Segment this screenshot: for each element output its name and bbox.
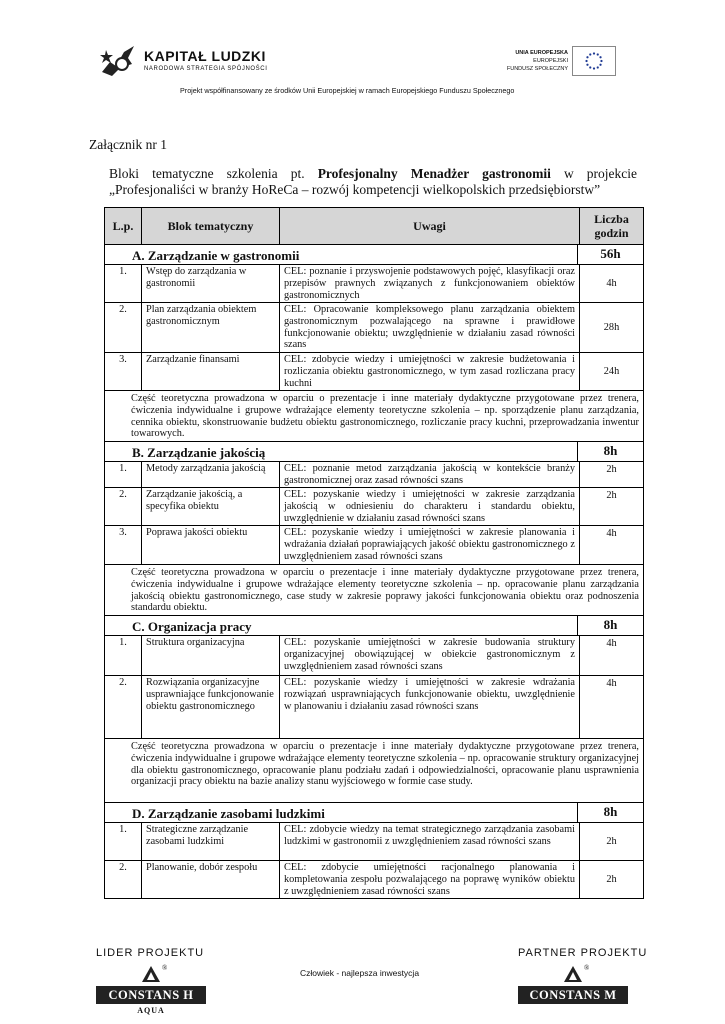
row-hours: 4h	[606, 277, 617, 289]
header-block: Blok tematyczny	[142, 208, 280, 244]
leader-label: LIDER PROJEKTU	[96, 947, 205, 959]
row-hours: 24h	[603, 365, 620, 377]
table-header-row	[104, 207, 644, 245]
row-number: 1.	[105, 823, 142, 860]
row-hours: 2h	[606, 835, 617, 847]
registered-mark: ®	[584, 964, 590, 972]
row-block-name: Wstęp do zarządzania w gastronomii	[142, 265, 280, 302]
row-block-name: Metody zarządzania jakością	[142, 462, 280, 487]
row-block-name: Zarządzanie jakością, a specyfika obiektu	[142, 488, 280, 525]
header-notes: Uwagi	[280, 208, 580, 244]
row-block-name: Strategiczne zarządzanie zasobami ludzkimi	[142, 823, 280, 860]
row-number: 2.	[105, 676, 142, 738]
row-block-name: Struktura organizacyjna	[142, 636, 280, 675]
project-note: Projekt współfinansowany ze środków Unii Europejskiej w ramach Europejskiego Funduszu Społecznego	[180, 86, 515, 95]
table-row	[104, 676, 644, 739]
table-row	[104, 265, 644, 303]
row-hours: 2h	[606, 464, 617, 475]
registered-mark: ®	[162, 964, 168, 972]
row-number: 1.	[105, 462, 142, 487]
row-block-name: Plan zarządzania obiektem gastronomicznym	[142, 303, 280, 352]
table-row	[104, 526, 644, 565]
row-number: 3.	[105, 353, 142, 390]
section-row-d	[104, 803, 644, 823]
table-row	[104, 303, 644, 353]
section-hours: 8h	[603, 804, 618, 819]
leader-logo	[96, 966, 206, 1022]
row-hours: 4h	[606, 678, 617, 689]
section-note: Część teoretyczna prowadzona w oparciu o prezentacje i inne materiały dydaktyczne przygotowane przez trenera, ćwiczenia indywidualne i grupowe wdrażające elementy teoretyczne szkolenia – np. opracowanie struktury organizacyjnej dla obiektu gastronomicznego, opracowanie planu podziału zadań i odpowiedzialności, opracowanie planu usprawnienia organizacji pracy obiektu na bazie analizy stanu wyjściowego w formie case study.	[104, 739, 644, 803]
section-title: B. Zarządzanie jakością	[105, 442, 578, 461]
leader-logo-text: CONSTANS H	[96, 986, 206, 1004]
row-block-name: Zarządzanie finansami	[142, 353, 280, 390]
table-row	[104, 823, 644, 861]
intro-prefix: Bloki tematyczne szkolenia pt.	[109, 166, 318, 181]
table-row	[104, 353, 644, 391]
eu-line-3: FUNDUSZ SPOŁECZNY	[506, 66, 568, 72]
partner-label: PARTNER PROJEKTU	[518, 947, 648, 959]
row-hours: 2h	[606, 490, 617, 501]
section-hours: 8h	[603, 617, 618, 632]
attachment-label: Załącznik nr 1	[89, 137, 167, 152]
section-row-c	[104, 616, 644, 636]
table-row	[104, 488, 644, 526]
section-title: A. Zarządzanie w gastronomii	[105, 245, 578, 264]
row-description: CEL: pozyskanie wiedzy i umiejętności w zakresie zarządzania jakością w odniesieniu do charakteru i standardu obiektu, uwzględnienie w działaniu zasad równości szans	[280, 488, 580, 525]
row-description: CEL: zdobycie umiejętności racjonalnego planowania i kompletowania zespołu pozwalającego na poprawę wyników obiektu z uwzględnieniem zasad równości szans	[280, 861, 580, 898]
eu-flag-icon	[572, 46, 616, 76]
row-number: 2.	[105, 303, 142, 352]
training-blocks-table	[104, 207, 644, 899]
row-description: CEL: Opracowanie kompleksowego planu zarządzania obiektem gastronomicznym pozwalającego na sprawne i prawidłowe funkcjonowanie obiektu; uwzględnienie w działaniu zasad równości szans	[280, 303, 580, 352]
triangle-logo-icon	[142, 966, 160, 982]
partner-logo-text: CONSTANS M	[518, 986, 628, 1004]
intro-paragraph	[109, 166, 637, 198]
row-block-name: Poprawa jakości obiektu	[142, 526, 280, 564]
kapital-ludzki-logo	[100, 42, 280, 82]
row-description: CEL: poznanie i przyswojenie podstawowych pojęć, klasyfikacji oraz przepisów prawnych związanych z funkcjonowaniem obiektów gastronomicznych	[280, 265, 580, 302]
section-note: Część teoretyczna prowadzona w oparciu o prezentacje i inne materiały dydaktyczne przygotowane przez trenera, ćwiczenia indywidualne i grupowe wdrażające elementy teoretyczne szkolenia – np. sporządzenie planu zarządzania, cennika obiektu, skonstruowanie budżetu obiektu gastronomicznego, rozliczanie pracy kuchni, przeprowadzania inwentur towarowych.	[104, 391, 644, 442]
intro-suffix: w projekcie „Profesjonaliści w branży HoReCa – rozwój kompetencji wielkopolskich przedsiębiorstw”	[109, 166, 638, 197]
kl-subtitle: NARODOWA STRATEGIA SPÓJNOŚCI	[144, 66, 268, 72]
row-number: 2.	[105, 861, 142, 898]
kapital-ludzki-emblem-icon	[100, 42, 136, 80]
kl-title: KAPITAŁ LUDZKI	[144, 48, 266, 64]
eu-label	[504, 49, 568, 73]
eu-line-1: UNIA EUROPEJSKA	[515, 50, 568, 56]
row-description: CEL: pozyskanie umiejętności w zakresie budowania struktury organizacyjnej obowiązującej w obiekcie gastronomicznym z uwzględnieniem zasad równości szans	[280, 636, 580, 675]
row-block-name: Rozwiązania organizacyjne usprawniające funkcjonowanie obiektu gastronomicznego	[142, 676, 280, 738]
table-row	[104, 861, 644, 899]
row-number: 2.	[105, 488, 142, 525]
row-description: CEL: zdobycie wiedzy na temat strategicznego zarządzania zasobami ludzkimi w gastronomii z uwzględnieniem zasad równości szans	[280, 823, 580, 860]
header-hours: Liczba godzin	[594, 212, 629, 240]
intro-course-name: Profesjonalny Menadżer gastronomii	[317, 166, 551, 181]
row-description: CEL: zdobycie wiedzy i umiejętności w zakresie budżetowania i rozliczania obiektu gastronomicznego, w tym zasad rozliczana pracy kuchni	[280, 353, 580, 390]
leader-logo-sub: AQUA	[137, 1006, 165, 1015]
row-description: CEL: poznanie metod zarządzania jakością w kontekście branży gastronomicznej oraz zasad równości szans	[280, 462, 580, 487]
row-hours: 28h	[603, 321, 620, 333]
slogan: Człowiek - najlepsza inwestycja	[300, 968, 420, 978]
eu-line-2: EUROPEJSKI	[533, 58, 568, 64]
section-row-a	[104, 245, 644, 265]
row-number: 1.	[105, 265, 142, 302]
row-number: 3.	[105, 526, 142, 564]
section-note: Część teoretyczna prowadzona w oparciu o prezentacje i inne materiały dydaktyczne przygotowane przez trenera, ćwiczenia indywidualne i grupowe wdrażające elementy teoretyczne szkolenia – np. opracowanie planu zarządzania jakością obiektu gastronomicznego, case study w zakresie poprawy jakości funkcjonowania obiektu oraz podnoszenia standardu obiektu.	[104, 565, 644, 616]
row-block-name: Planowanie, dobór zespołu	[142, 861, 280, 898]
section-row-b	[104, 442, 644, 462]
row-description: CEL: pozyskanie wiedzy i umiejętności w zakresie wdrażania rozwiązań usprawniających funkcjonowanie obiektu, uwzględnienie w planowaniu i działaniu zasad równości szans	[280, 676, 580, 738]
row-hours: 2h	[606, 873, 617, 885]
row-description: CEL: pozyskanie wiedzy i umiejętności w zakresie planowania i wdrażania działań poprawiających jakość obiektu gastronomicznego z uwzględnieniem zasad równości szans	[280, 526, 580, 564]
section-title: D. Zarządzanie zasobami ludzkimi	[105, 803, 578, 822]
partner-logo	[518, 966, 628, 1006]
header-lp: L.p.	[105, 208, 142, 244]
table-row	[104, 462, 644, 488]
row-hours: 4h	[606, 528, 617, 539]
section-title: C. Organizacja pracy	[105, 616, 578, 635]
row-hours: 4h	[606, 638, 617, 649]
triangle-logo-icon	[564, 966, 582, 982]
section-hours: 8h	[603, 443, 618, 458]
table-row	[104, 636, 644, 676]
row-number: 1.	[105, 636, 142, 675]
section-hours: 56h	[600, 246, 621, 261]
